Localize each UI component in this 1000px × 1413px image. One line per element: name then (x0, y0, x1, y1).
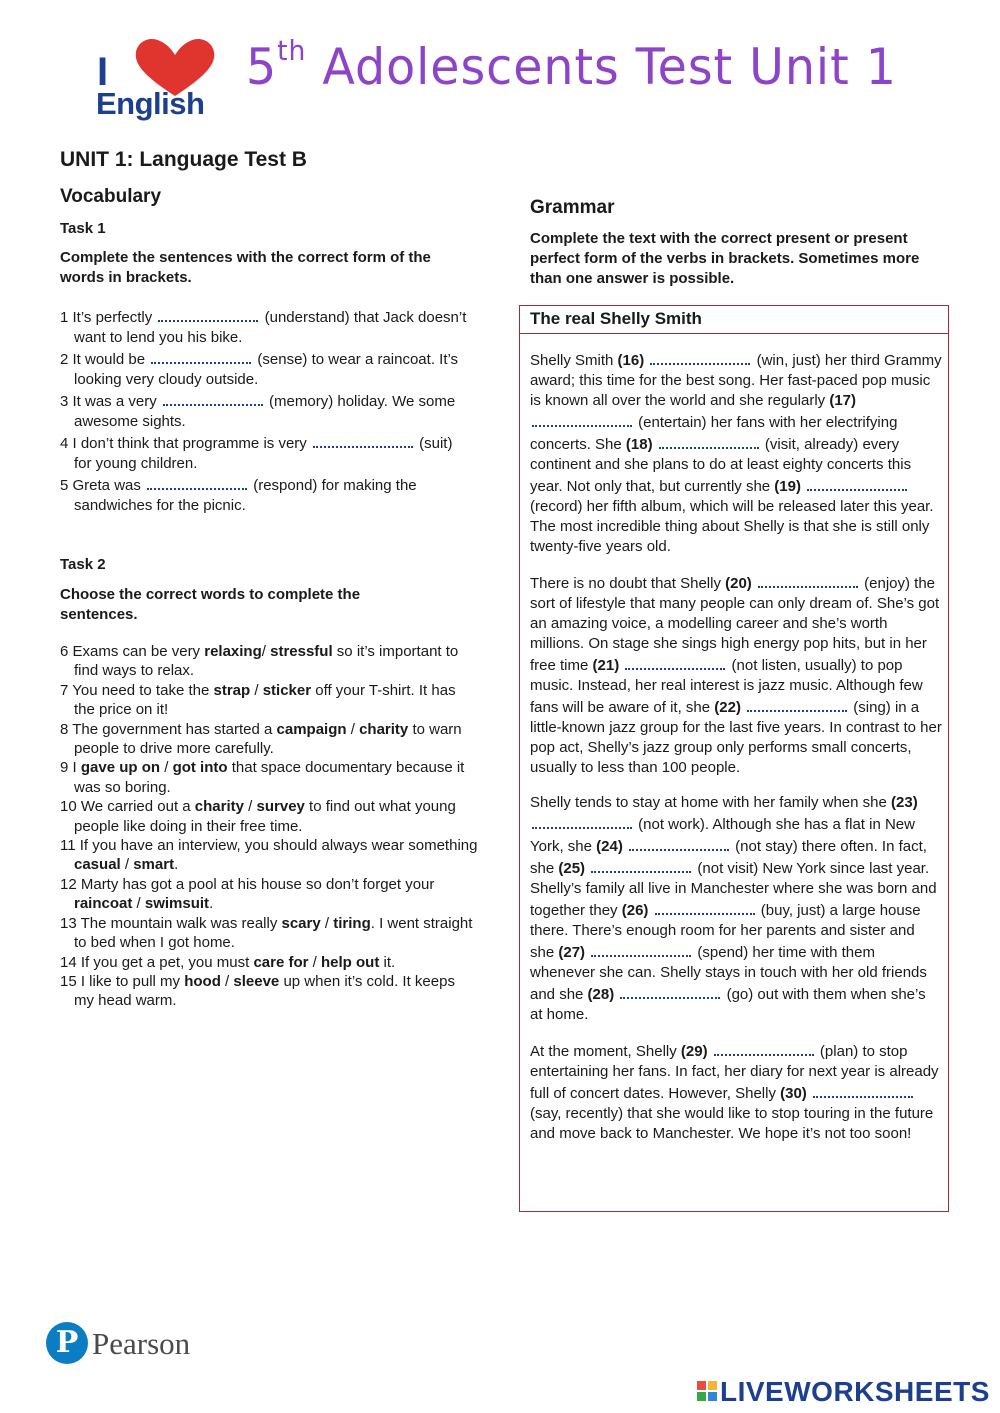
choice-option[interactable]: swimsuit (144, 895, 210, 913)
paragraph: At the moment, Shelly (29) (plan) to stop entertaining her fans. In fact, her diary for next year is already full of concert dates. However, Shelly (30) (say, recently) that she would like to stop touring in the future and move back to Manchester. We hope it’s not too soon! (530, 1040, 942, 1144)
answer-blank[interactable] (655, 899, 755, 915)
choice-option[interactable]: hood (184, 972, 221, 990)
choice-option[interactable]: campaign (276, 720, 347, 738)
choice-option[interactable]: survey (256, 798, 305, 816)
answer-blank[interactable] (659, 433, 759, 449)
page-title: 5th Adolescents Test Unit 1 (246, 34, 897, 96)
unit-title: UNIT 1: Language Test B (60, 148, 307, 171)
answer-blank[interactable] (714, 1040, 814, 1056)
task2-item: 6 Exams can be very relaxing/ stressful so it’s important to find ways to relax. (60, 643, 459, 680)
task2-item: 15 I like to pull my hood / sleeve up when it’s cold. It keeps my head warm. (60, 972, 455, 1010)
choice-option[interactable]: got into (172, 759, 228, 777)
task2-item: 11 If you have an interview, you should always wear something casual / smart. (60, 837, 478, 874)
task1-item: 2 It would be (sense) to wear a raincoat. It’s looking very cloudy outside. (60, 348, 470, 390)
task2-instruction: Choose the correct words to complete the sentences. (60, 586, 361, 623)
task1-instruction: Complete the sentences with the correct form of the words in brackets. (60, 249, 431, 286)
answer-blank[interactable] (591, 857, 691, 873)
box-title: The real Shelly Smith (520, 306, 948, 334)
choice-option[interactable]: sticker (262, 681, 312, 699)
choice-option[interactable]: strap (213, 681, 251, 699)
choice-option[interactable]: help out (321, 953, 380, 971)
grammar-text (530, 349, 942, 1159)
pearson-wordmark: Pearson (92, 1326, 191, 1361)
task2-item: 13 The mountain walk was really scary / tiring. I went straight to bed when I got home. (60, 914, 473, 952)
task2-item: 8 The government has started a campaign / charity to warn people to drive more carefully. (60, 720, 462, 758)
choice-option[interactable]: charity (194, 798, 244, 816)
task2-item: 7 You need to take the strap / sticker off your T-shirt. It has the price on it! (60, 681, 456, 719)
task1-item: 1 It’s perfectly (understand) that Jack doesn’t want to lend you his bike. (60, 306, 470, 348)
logo-english: English (96, 86, 205, 121)
answer-blank[interactable] (591, 941, 691, 957)
grammar-text-box (519, 305, 949, 1212)
task1-list (60, 306, 470, 516)
task2-item: 12 Marty has got a pool at his house so don’t forget your raincoat / swimsuit. (60, 875, 435, 913)
grammar-instruction: Complete the text with the correct present or present perfect form of the verbs in brackets. Sometimes more than one answer is possible. (530, 230, 920, 287)
task2-list (60, 642, 478, 1011)
choice-option[interactable]: charity (359, 720, 409, 738)
task1-item: 5 Greta was (respond) for making the sandwiches for the picnic. (60, 474, 470, 516)
answer-blank[interactable] (747, 696, 847, 712)
task1-item: 4 I don’t think that programme is very (suit) for young children. (60, 432, 470, 474)
liveworksheets-logo-icon (697, 1381, 717, 1401)
choice-option[interactable]: relaxing (204, 643, 262, 660)
paragraph: Shelly Smith (16) (win, just) her third Grammy award; this time for the best song. Her fast-paced pop music is known all over the world and she regularly (17) (entertain) her fans with her electrifying concerts. She (18) (visit, already) every continent and she plans to do at least eighty concerts this year. Not only that, but currently she (19) (record) her fifth album, which will be released later this year. The most incredible thing about Shelly is that she is still only twenty-five years old. (530, 349, 942, 557)
choice-option[interactable]: gave up on (80, 759, 161, 777)
answer-blank[interactable] (650, 349, 750, 365)
answer-blank[interactable] (813, 1082, 913, 1098)
liveworksheets-wordmark: LIVEWORKSHEETS (720, 1376, 990, 1407)
answer-blank[interactable] (629, 835, 729, 851)
choice-option[interactable]: tiring (333, 914, 371, 932)
choice-option[interactable]: sleeve (233, 972, 280, 990)
choice-option[interactable]: raincoat (74, 895, 133, 913)
logo-i: I (97, 50, 108, 94)
answer-blank[interactable] (313, 432, 413, 448)
answer-blank[interactable] (151, 348, 251, 364)
answer-blank[interactable] (625, 654, 725, 670)
answer-blank[interactable] (158, 306, 258, 322)
task2-label: Task 2 (60, 556, 106, 573)
answer-blank[interactable] (620, 983, 720, 999)
task2-item: 9 I gave up on / got into that space documentary because it was so boring. (60, 759, 465, 796)
task2-item: 10 We carried out a charity / survey to find out what young people like doing in their free time. (60, 798, 456, 835)
pearson-logo-letter: P (55, 1325, 79, 1360)
answer-blank[interactable] (758, 572, 858, 588)
choice-option[interactable]: care for (253, 953, 309, 971)
answer-blank[interactable] (147, 474, 247, 490)
answer-blank[interactable] (163, 390, 263, 406)
task1-item: 3 It was a very (memory) holiday. We some awesome sights. (60, 390, 470, 432)
choice-option[interactable]: smart (133, 856, 175, 874)
answer-blank[interactable] (532, 411, 632, 427)
paragraph: There is no doubt that Shelly (20) (enjoy) the sort of lifestyle that many people can only dream of. She’s got an amazing voice, a modelling career and she’s worth millions. On stage she sings high energy pop hits, but in her free time (21) (not listen, usually) to pop music. Instead, her real interest is jazz music. Although few fans will be aware of it, she (22) (sing) in a little-known jazz group for the last five years. In contrast to her pop act, Shelly’s jazz group only performs small concerts, usually to less than 100 people. (530, 572, 942, 778)
vocabulary-heading: Vocabulary (60, 186, 162, 207)
answer-blank[interactable] (532, 813, 632, 829)
choice-option[interactable]: casual (74, 856, 121, 874)
task1-label: Task 1 (60, 220, 106, 237)
choice-option[interactable]: scary (281, 914, 321, 932)
choice-option[interactable]: stressful (270, 643, 333, 660)
grammar-heading: Grammar (530, 197, 615, 218)
task2-item: 14 If you get a pet, you must care for / help out it. (60, 953, 396, 971)
paragraph: Shelly tends to stay at home with her family when she (23) (not work). Although she has a flat in New York, she (24) (not stay) there often. In fact, she (25) (not visit) New York since last year. Shelly’s family all live in Manchester where she was born and together they (26) (buy, just) a large house there. There’s enough room for her parents and sister and she (27) (spend) her time with them whenever she can. Shelly stays in touch with her old friends and she (28) (go) out with them when she’s at home. (530, 794, 937, 1023)
answer-blank[interactable] (807, 475, 907, 491)
